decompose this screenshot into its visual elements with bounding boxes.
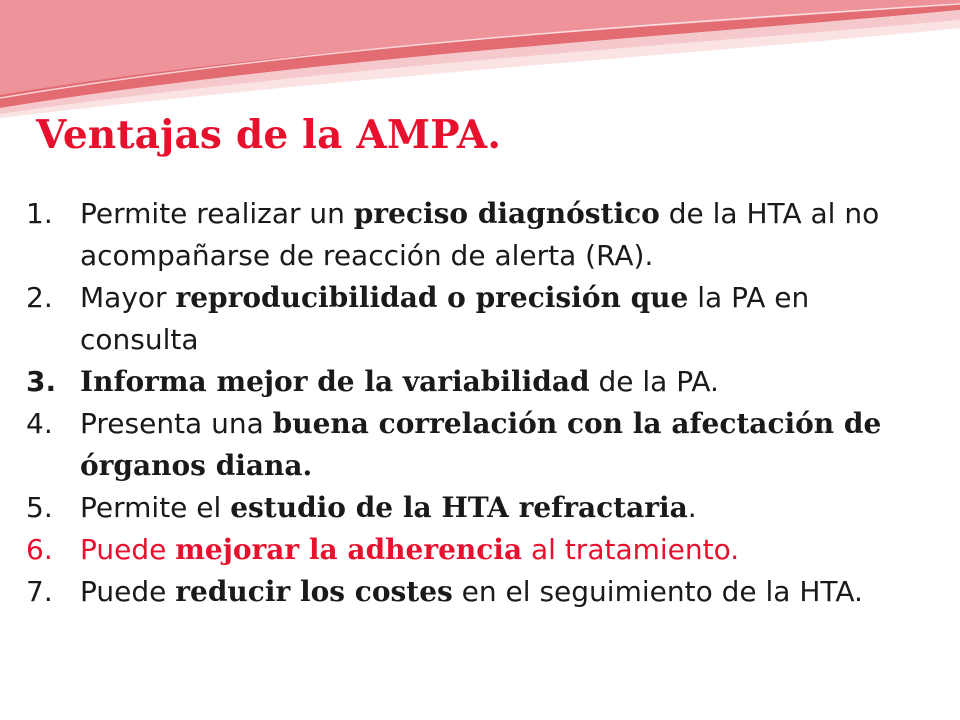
slide-title: Ventajas de la AMPA. (36, 112, 502, 158)
list-item-text: de la PA. (589, 365, 719, 398)
list-item-number: 6. (26, 533, 53, 566)
list-item (26, 529, 936, 571)
list-item (26, 277, 936, 361)
list-item-emphasis: preciso diagnóstico (353, 197, 660, 230)
list-item-text: en el seguimiento de la HTA. (452, 575, 863, 608)
list-item-text: la PA en consulta (80, 281, 810, 356)
list-item-number: 2. (26, 281, 53, 314)
list-item-number: 4. (26, 407, 53, 440)
list-item-number: 5. (26, 491, 53, 524)
list-item-emphasis: mejorar la adherencia (175, 533, 523, 566)
list-item-text: Presenta una (80, 407, 273, 440)
list-item-number: 7. (26, 575, 53, 608)
list-item-text: . (687, 491, 697, 524)
list-item-text: Puede (80, 575, 176, 608)
list-item-emphasis: reproducibilidad o precisión que (175, 281, 689, 314)
numbered-list (26, 193, 936, 613)
list-item-text: Permite el (80, 491, 231, 524)
list-item (26, 487, 936, 529)
list-item-emphasis: Informa mejor de la variabilidad (80, 365, 590, 398)
list-item-emphasis: estudio de la HTA refractaria (230, 491, 688, 524)
list-item-number: 3. (26, 365, 57, 398)
header-wave-decoration (0, 0, 960, 130)
list-item (26, 403, 936, 487)
list-item-text: de la HTA al no acompañarse de reacción de alerta (RA). (80, 197, 880, 272)
list-item (26, 361, 936, 403)
list-item-text: al tratamiento. (522, 533, 740, 566)
list-item-text: Permite realizar un (80, 197, 354, 230)
list-item (26, 193, 936, 277)
list-item-text: Puede (80, 533, 176, 566)
list-item-text: Mayor (80, 281, 176, 314)
list-item-emphasis: reducir los costes (175, 575, 453, 608)
list-item (26, 571, 936, 613)
list-item-emphasis: buena correlación con la afectación de órganos diana. (80, 407, 882, 482)
list-item-number: 1. (26, 197, 53, 230)
